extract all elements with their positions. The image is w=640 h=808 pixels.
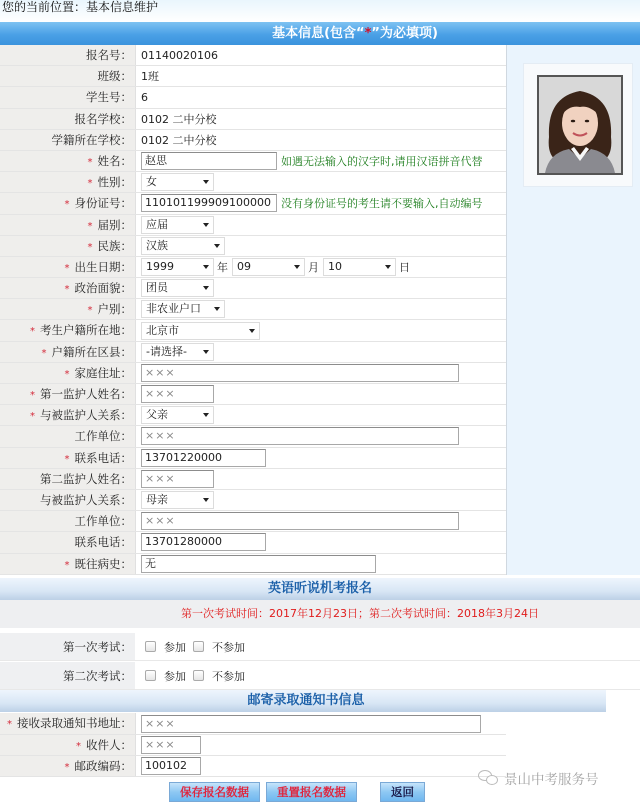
first-exam-join-label[interactable]: 参加 — [164, 640, 186, 654]
select-value: 母亲 — [146, 493, 168, 507]
value-recipient-cell — [135, 735, 506, 755]
label-text: 联系电话： — [74, 450, 132, 465]
value-ethnicity-cell — [135, 236, 506, 256]
year-unit: 年 — [217, 260, 228, 274]
value-guardian1-name-cell — [135, 384, 506, 404]
ethnicity-select[interactable] — [141, 237, 225, 255]
label-guardian1-phone — [0, 448, 135, 468]
value-guardian2-relation-cell — [135, 490, 506, 510]
label-political — [0, 278, 135, 298]
watermark-text: 景山中考服务号 — [504, 772, 599, 788]
required-mark: * — [87, 305, 93, 317]
required-mark: * — [30, 326, 35, 338]
grad-type-select[interactable] — [141, 216, 214, 234]
guardian2-relation-select[interactable] — [141, 491, 214, 509]
select-value: 团员 — [146, 281, 168, 295]
back-button[interactable]: 返回 — [380, 782, 425, 802]
second-exam-row — [0, 662, 640, 690]
row-postcode — [0, 756, 506, 777]
row-name — [0, 151, 506, 172]
breadcrumb: 您的当前位置：基本信息维护 — [0, 0, 640, 22]
second-exam-join-checkbox[interactable] — [145, 670, 156, 681]
value-medical-history-cell — [135, 554, 506, 574]
required-mark: * — [64, 199, 70, 211]
chevron-down-icon — [294, 265, 300, 269]
select-value: 北京市 — [146, 323, 179, 337]
label-text: 身份证号： — [74, 196, 132, 211]
row-student-no — [0, 87, 506, 108]
label-household-type — [0, 299, 135, 319]
id-no-input[interactable]: 110101199909100000 — [141, 194, 277, 212]
label-text: 与被监护人关系： — [40, 408, 132, 423]
first-exam-options — [135, 633, 640, 660]
select-value: 10 — [328, 259, 342, 273]
label-text: 家庭住址： — [74, 365, 132, 380]
label-grad-type — [0, 215, 135, 235]
home-address-input[interactable]: ××× — [141, 364, 459, 382]
required-mark: * — [76, 741, 81, 752]
title-prefix: 基本信息(包含“ — [272, 26, 365, 41]
guardian1-name-input[interactable]: ××× — [141, 385, 214, 403]
chevron-down-icon — [203, 286, 209, 290]
political-select[interactable] — [141, 279, 214, 297]
birth-month-select[interactable] — [232, 258, 305, 276]
value-political-cell — [135, 278, 506, 298]
label-guardian2-name: 第二监护人姓名： — [0, 469, 135, 489]
chevron-down-icon — [249, 329, 255, 333]
select-value: 父亲 — [146, 408, 168, 422]
row-household-type — [0, 299, 506, 320]
label-home-address — [0, 363, 135, 383]
guardian1-work-input[interactable]: ××× — [141, 427, 459, 445]
chevron-down-icon — [203, 223, 209, 227]
value-name-cell — [135, 151, 506, 171]
wechat-watermark — [478, 768, 599, 788]
label-mail-address — [0, 713, 135, 734]
title-suffix: ”为必填项) — [371, 26, 438, 41]
value-guardian2-name-cell — [135, 469, 506, 489]
label-household-place — [0, 320, 135, 340]
guardian2-phone-input[interactable]: 13701280000 — [141, 533, 266, 551]
page-title — [0, 22, 640, 45]
row-guardian2-relation — [0, 490, 506, 511]
label-text: 姓名： — [97, 153, 132, 168]
label-postcode — [0, 756, 135, 776]
label-guardian1-work: 工作单位： — [0, 426, 135, 446]
first-exam-label: 第一次考试： — [0, 633, 135, 660]
row-home-address — [0, 363, 506, 384]
mail-address-input[interactable]: ××× — [141, 715, 481, 733]
wechat-icon — [478, 770, 500, 786]
guardian1-phone-input[interactable]: 13701220000 — [141, 449, 266, 467]
label-text: 接收录取通知书地址： — [17, 716, 132, 730]
label-guardian2-work: 工作单位： — [0, 511, 135, 531]
value-birth-cell — [135, 257, 506, 277]
basic-info-form — [0, 45, 506, 575]
chevron-down-icon — [203, 265, 209, 269]
value-postcode-cell — [135, 756, 506, 776]
day-unit: 日 — [399, 260, 410, 274]
label-ethnicity — [0, 236, 135, 256]
chevron-down-icon — [214, 307, 220, 311]
row-grad-type — [0, 215, 506, 236]
row-ethnicity — [0, 236, 506, 257]
medical-history-input[interactable]: 无 — [141, 555, 376, 573]
row-guardian1-phone — [0, 448, 506, 469]
household-district-select[interactable] — [141, 343, 214, 361]
select-value: 09 — [237, 259, 251, 273]
label-guardian1-name — [0, 384, 135, 404]
label-text: 既往病史： — [74, 556, 132, 571]
label-text: 出生日期： — [74, 259, 132, 274]
row-guardian1-work — [0, 426, 506, 447]
value-id-no-cell — [135, 193, 506, 213]
value-home-address-cell — [135, 363, 506, 383]
student-photo — [537, 75, 623, 175]
id-no-hint: 没有身份证号的考生请不要输入,自动编号 — [281, 197, 483, 211]
gender-select[interactable] — [141, 173, 214, 191]
label-guardian2-phone: 联系电话： — [0, 532, 135, 552]
row-birth — [0, 257, 506, 278]
label-birth — [0, 257, 135, 277]
name-input[interactable]: 赵思 — [141, 152, 277, 170]
label-name — [0, 151, 135, 171]
required-mark: * — [41, 347, 47, 359]
row-recipient — [0, 735, 506, 756]
row-reg-no — [0, 45, 506, 66]
photo-panel — [506, 45, 640, 575]
guardian1-relation-select[interactable] — [141, 406, 214, 424]
second-exam-label: 第二次考试： — [0, 662, 135, 689]
label-text: 邮政编码： — [74, 759, 132, 773]
label-gender — [0, 172, 135, 192]
label-text: 户别： — [97, 302, 132, 317]
label-text: 第一监护人姓名： — [40, 387, 132, 401]
label-recipient — [0, 735, 135, 755]
label-text: 考生户籍所在地： — [40, 323, 132, 338]
row-guardian2-work — [0, 511, 506, 532]
name-hint: 如遇无法输入的汉字时,请用汉语拼音代替 — [281, 155, 483, 169]
first-exam-skip-checkbox[interactable] — [193, 641, 204, 652]
required-star: * — [364, 26, 372, 41]
row-enroll-school — [0, 130, 506, 151]
mail-info-form — [0, 713, 506, 777]
english-exam-header: 英语听说机考报名 — [0, 578, 640, 600]
label-text: 民族： — [97, 238, 132, 253]
value-mail-address-cell — [135, 713, 506, 734]
row-guardian2-phone — [0, 532, 506, 553]
exam-date-notice: 第一次考试时间：2017年12月23日；第二次考试时间：2018年3月24日 — [0, 600, 640, 628]
value-enroll-school: 0102 二中分校 — [135, 130, 506, 150]
select-value: 1999 — [146, 259, 174, 273]
required-mark: * — [7, 719, 12, 730]
photo-frame — [523, 63, 633, 187]
select-value: -请选择- — [146, 344, 187, 358]
required-mark: * — [64, 762, 70, 773]
first-exam-row — [0, 633, 640, 661]
required-mark: * — [64, 262, 70, 274]
value-grad-type-cell — [135, 215, 506, 235]
household-place-select[interactable] — [141, 322, 260, 340]
value-guardian1-phone-cell — [135, 448, 506, 468]
label-guardian1-relation — [0, 405, 135, 425]
required-mark: * — [64, 453, 70, 465]
row-gender — [0, 172, 506, 193]
row-id-no — [0, 193, 506, 214]
required-mark: * — [64, 284, 70, 296]
value-guardian2-phone-cell — [135, 532, 506, 552]
label-text: 届别： — [97, 217, 132, 232]
label-text: 收件人： — [86, 738, 132, 752]
row-reg-school — [0, 109, 506, 130]
row-guardian1-name — [0, 384, 506, 405]
value-household-district-cell — [135, 342, 506, 362]
reset-button[interactable]: 重置报名数据 — [266, 782, 357, 802]
value-guardian2-work-cell — [135, 511, 506, 531]
chevron-down-icon — [203, 413, 209, 417]
label-guardian2-relation: 与被监护人关系： — [0, 490, 135, 510]
guardian2-work-input[interactable]: ××× — [141, 512, 459, 530]
value-student-no: 6 — [135, 87, 506, 107]
label-id-no — [0, 193, 135, 213]
recipient-input[interactable]: ××× — [141, 736, 201, 754]
portrait-icon — [539, 77, 621, 173]
row-political — [0, 278, 506, 299]
second-exam-join-label[interactable]: 参加 — [164, 669, 186, 683]
label-household-district — [0, 342, 135, 362]
select-value: 应届 — [146, 217, 168, 231]
required-mark: * — [87, 241, 93, 253]
label-class: 班级： — [0, 66, 135, 86]
label-text: 户籍所在区县： — [51, 344, 132, 359]
label-reg-no: 报名号： — [0, 45, 135, 65]
chevron-down-icon — [214, 244, 220, 248]
required-mark: * — [87, 220, 93, 232]
postcode-input[interactable]: 100102 — [141, 757, 201, 775]
select-value: 女 — [146, 175, 157, 189]
month-unit: 月 — [308, 260, 319, 274]
required-mark: * — [87, 178, 93, 190]
row-household-place — [0, 320, 506, 341]
value-reg-school: 0102 二中分校 — [135, 109, 506, 129]
value-household-place-cell — [135, 320, 506, 340]
value-gender-cell — [135, 172, 506, 192]
row-medical-history — [0, 554, 506, 575]
label-medical-history — [0, 554, 135, 574]
guardian2-name-input[interactable]: ××× — [141, 470, 214, 488]
value-guardian1-relation-cell — [135, 405, 506, 425]
birth-day-select[interactable] — [323, 258, 396, 276]
row-guardian1-relation — [0, 405, 506, 426]
value-class: 1班 — [135, 66, 506, 86]
select-value: 汉族 — [146, 238, 168, 252]
required-mark: * — [30, 390, 35, 401]
first-exam-join-checkbox[interactable] — [145, 641, 156, 652]
second-exam-skip-label[interactable]: 不参加 — [212, 669, 245, 683]
required-mark: * — [30, 411, 35, 423]
select-value: 非农业户口 — [146, 302, 201, 316]
label-text: 政治面貌： — [74, 281, 132, 296]
mail-info-header: 邮寄录取通知书信息 — [0, 690, 606, 712]
label-text: 性别： — [97, 175, 132, 190]
required-mark: * — [64, 368, 70, 380]
chevron-down-icon — [203, 350, 209, 354]
row-mail-address — [0, 713, 506, 735]
save-button[interactable]: 保存报名数据 — [169, 782, 260, 802]
row-class — [0, 66, 506, 87]
second-exam-skip-checkbox[interactable] — [193, 670, 204, 681]
birth-year-select[interactable] — [141, 258, 214, 276]
second-exam-options — [135, 662, 640, 689]
first-exam-skip-label[interactable]: 不参加 — [212, 640, 245, 654]
household-type-select[interactable] — [141, 300, 225, 318]
value-guardian1-work-cell — [135, 426, 506, 446]
row-household-district — [0, 342, 506, 363]
value-household-type-cell — [135, 299, 506, 319]
required-mark: * — [87, 156, 93, 168]
row-guardian2-name — [0, 469, 506, 490]
required-mark: * — [64, 559, 70, 571]
chevron-down-icon — [203, 498, 209, 502]
chevron-down-icon — [203, 180, 209, 184]
label-reg-school: 报名学校： — [0, 109, 135, 129]
value-reg-no: 01140020106 — [135, 45, 506, 65]
label-enroll-school: 学籍所在学校： — [0, 130, 135, 150]
label-student-no: 学生号： — [0, 87, 135, 107]
chevron-down-icon — [385, 265, 391, 269]
